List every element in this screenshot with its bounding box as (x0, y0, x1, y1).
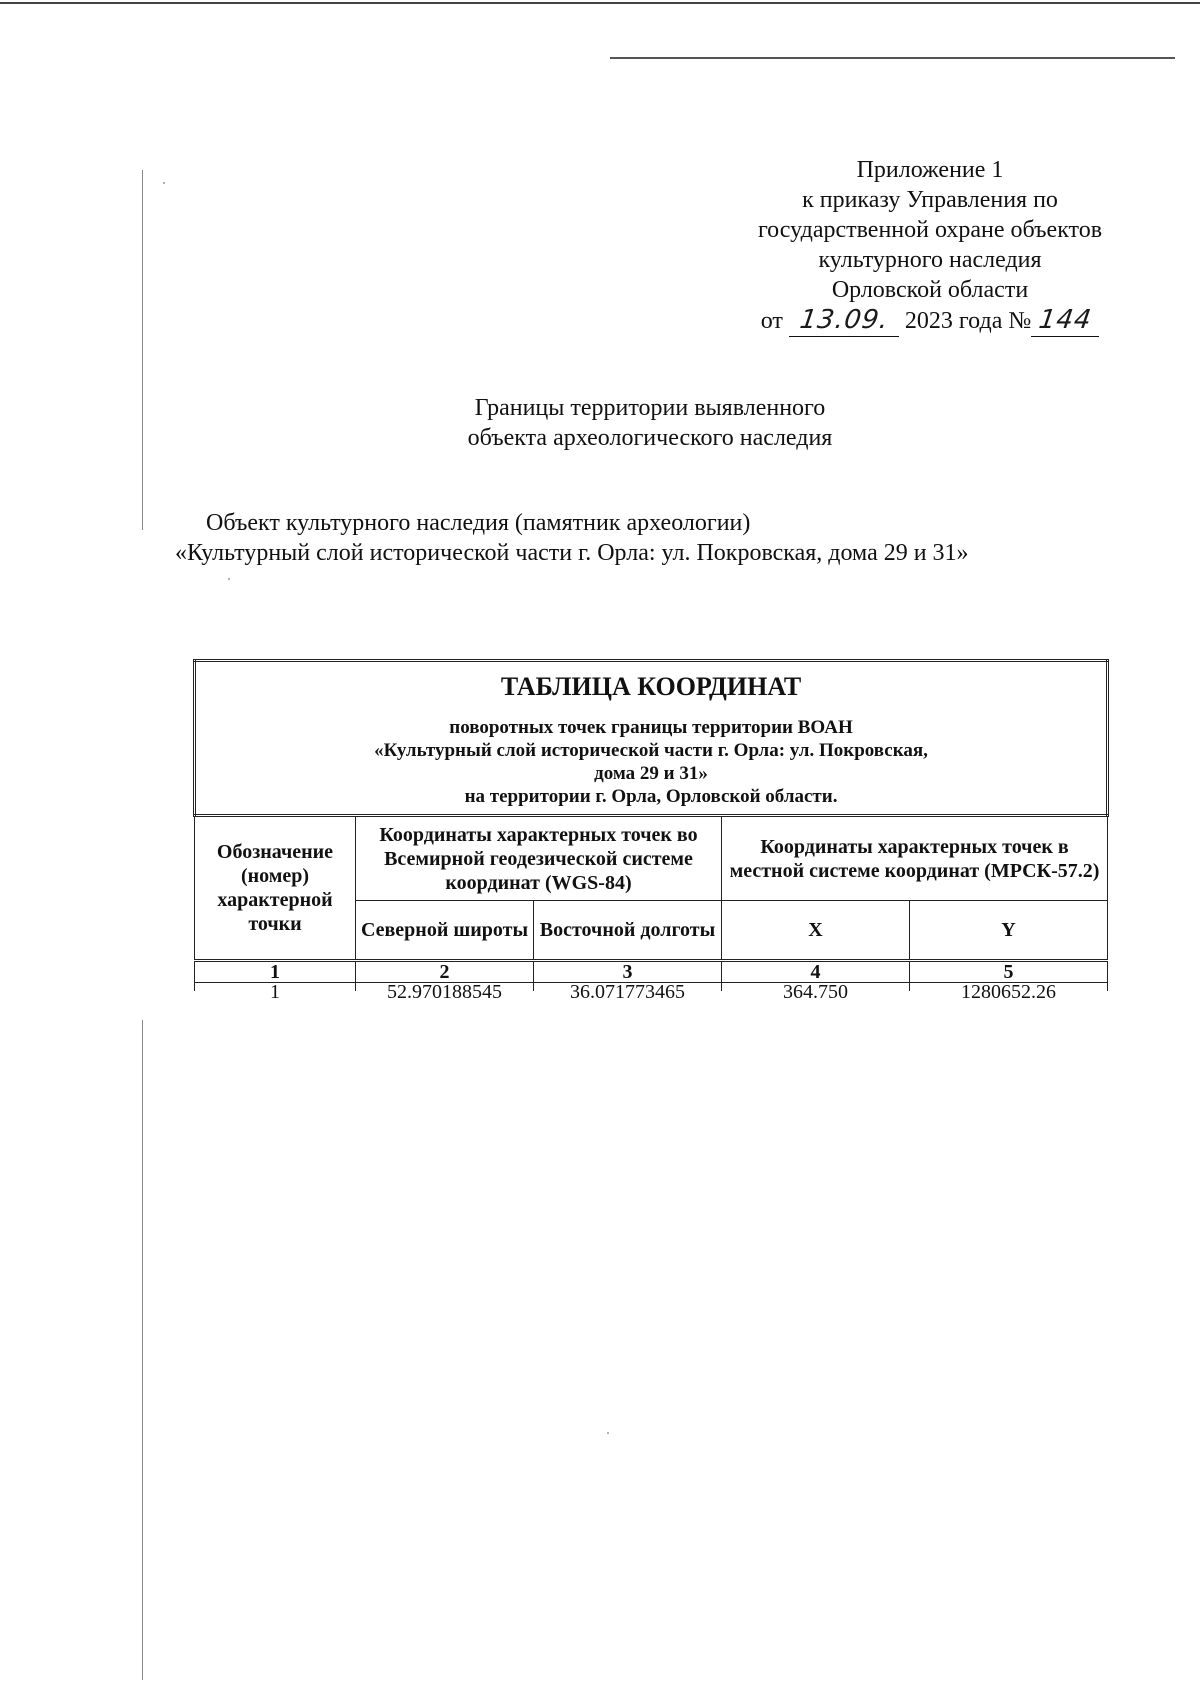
scan-line (610, 57, 1175, 59)
header-north: Северной широты (356, 901, 534, 961)
table-cell (722, 981, 910, 1003)
appendix-header (700, 155, 1160, 337)
object-line: «Культурный слой исторической части г. Орла: ул. Покровская, дома 29 и 31» (175, 540, 969, 566)
scan-speck (228, 578, 230, 580)
cell-text: 1280652.26 (961, 981, 1056, 1003)
year-label: 2023 года № (904, 308, 1032, 334)
column-index: 2 (356, 961, 534, 983)
header-wgs: Координаты характерных точек во Всемирной геодезической системе координат (WGS-84) (356, 816, 722, 901)
scan-margin-line (142, 1020, 143, 1680)
header-east: Восточной долготы (534, 901, 722, 961)
column-index: 4 (722, 961, 910, 983)
header-y: Y (910, 901, 1108, 961)
scan-speck (163, 182, 165, 184)
order-number-field (1031, 305, 1099, 337)
appendix-line: государственной охране объектов (757, 217, 1103, 243)
column-index: 3 (534, 961, 722, 983)
date-field (789, 305, 899, 337)
scan-edge-top (0, 2, 1200, 4)
table-cell (195, 981, 356, 1003)
table-cell (910, 981, 1108, 1003)
table-row (195, 983, 1108, 992)
column-index: 5 (910, 961, 1108, 983)
coordinates-table (193, 659, 1109, 1003)
handwritten-number: 144 (1036, 305, 1094, 335)
table-title-cell (195, 661, 1108, 816)
cell-text: 1 (270, 981, 280, 1003)
header-x: X (722, 901, 910, 961)
title-line: объекта археологического наследия (467, 425, 833, 451)
table-subtitle: дома 29 и 31» (594, 763, 708, 784)
appendix-line: Орловской области (831, 277, 1029, 303)
appendix-line: Приложение 1 (856, 157, 1004, 183)
handwritten-date: 13.09. (797, 305, 891, 335)
table-cell (356, 981, 534, 1003)
table-subtitle: поворотных точек границы территории ВОАН (449, 717, 853, 738)
column-index: 1 (195, 961, 356, 983)
order-date-line (700, 305, 1160, 337)
table-cell (534, 981, 722, 1003)
object-line: Объект культурного наследия (памятник археологии) (206, 510, 751, 536)
cell-text: 52.970188545 (387, 981, 502, 1003)
from-label: от (760, 308, 783, 334)
appendix-line: к приказу Управления по (802, 187, 1058, 213)
table-subtitle: на территории г. Орла, Орловской области. (464, 786, 838, 807)
document-title (350, 393, 950, 453)
scan-margin-line (142, 170, 143, 530)
cell-text: 36.071773465 (570, 981, 685, 1003)
scan-speck (607, 1432, 609, 1434)
table-subtitle: «Культурный слой исторической части г. Орла: ул. Покровская, (374, 740, 928, 761)
title-line: Границы территории выявленного (474, 395, 826, 421)
header-local: Координаты характерных точек в местной системе координат (МРСК-57.2) (722, 816, 1108, 901)
object-description (150, 508, 1150, 568)
table-title: ТАБЛИЦА КООРДИНАТ (500, 672, 802, 701)
cell-text: 364.750 (783, 981, 848, 1003)
appendix-line: культурного наследия (818, 247, 1042, 273)
header-point: Обозначение (номер) характерной точки (195, 816, 356, 961)
